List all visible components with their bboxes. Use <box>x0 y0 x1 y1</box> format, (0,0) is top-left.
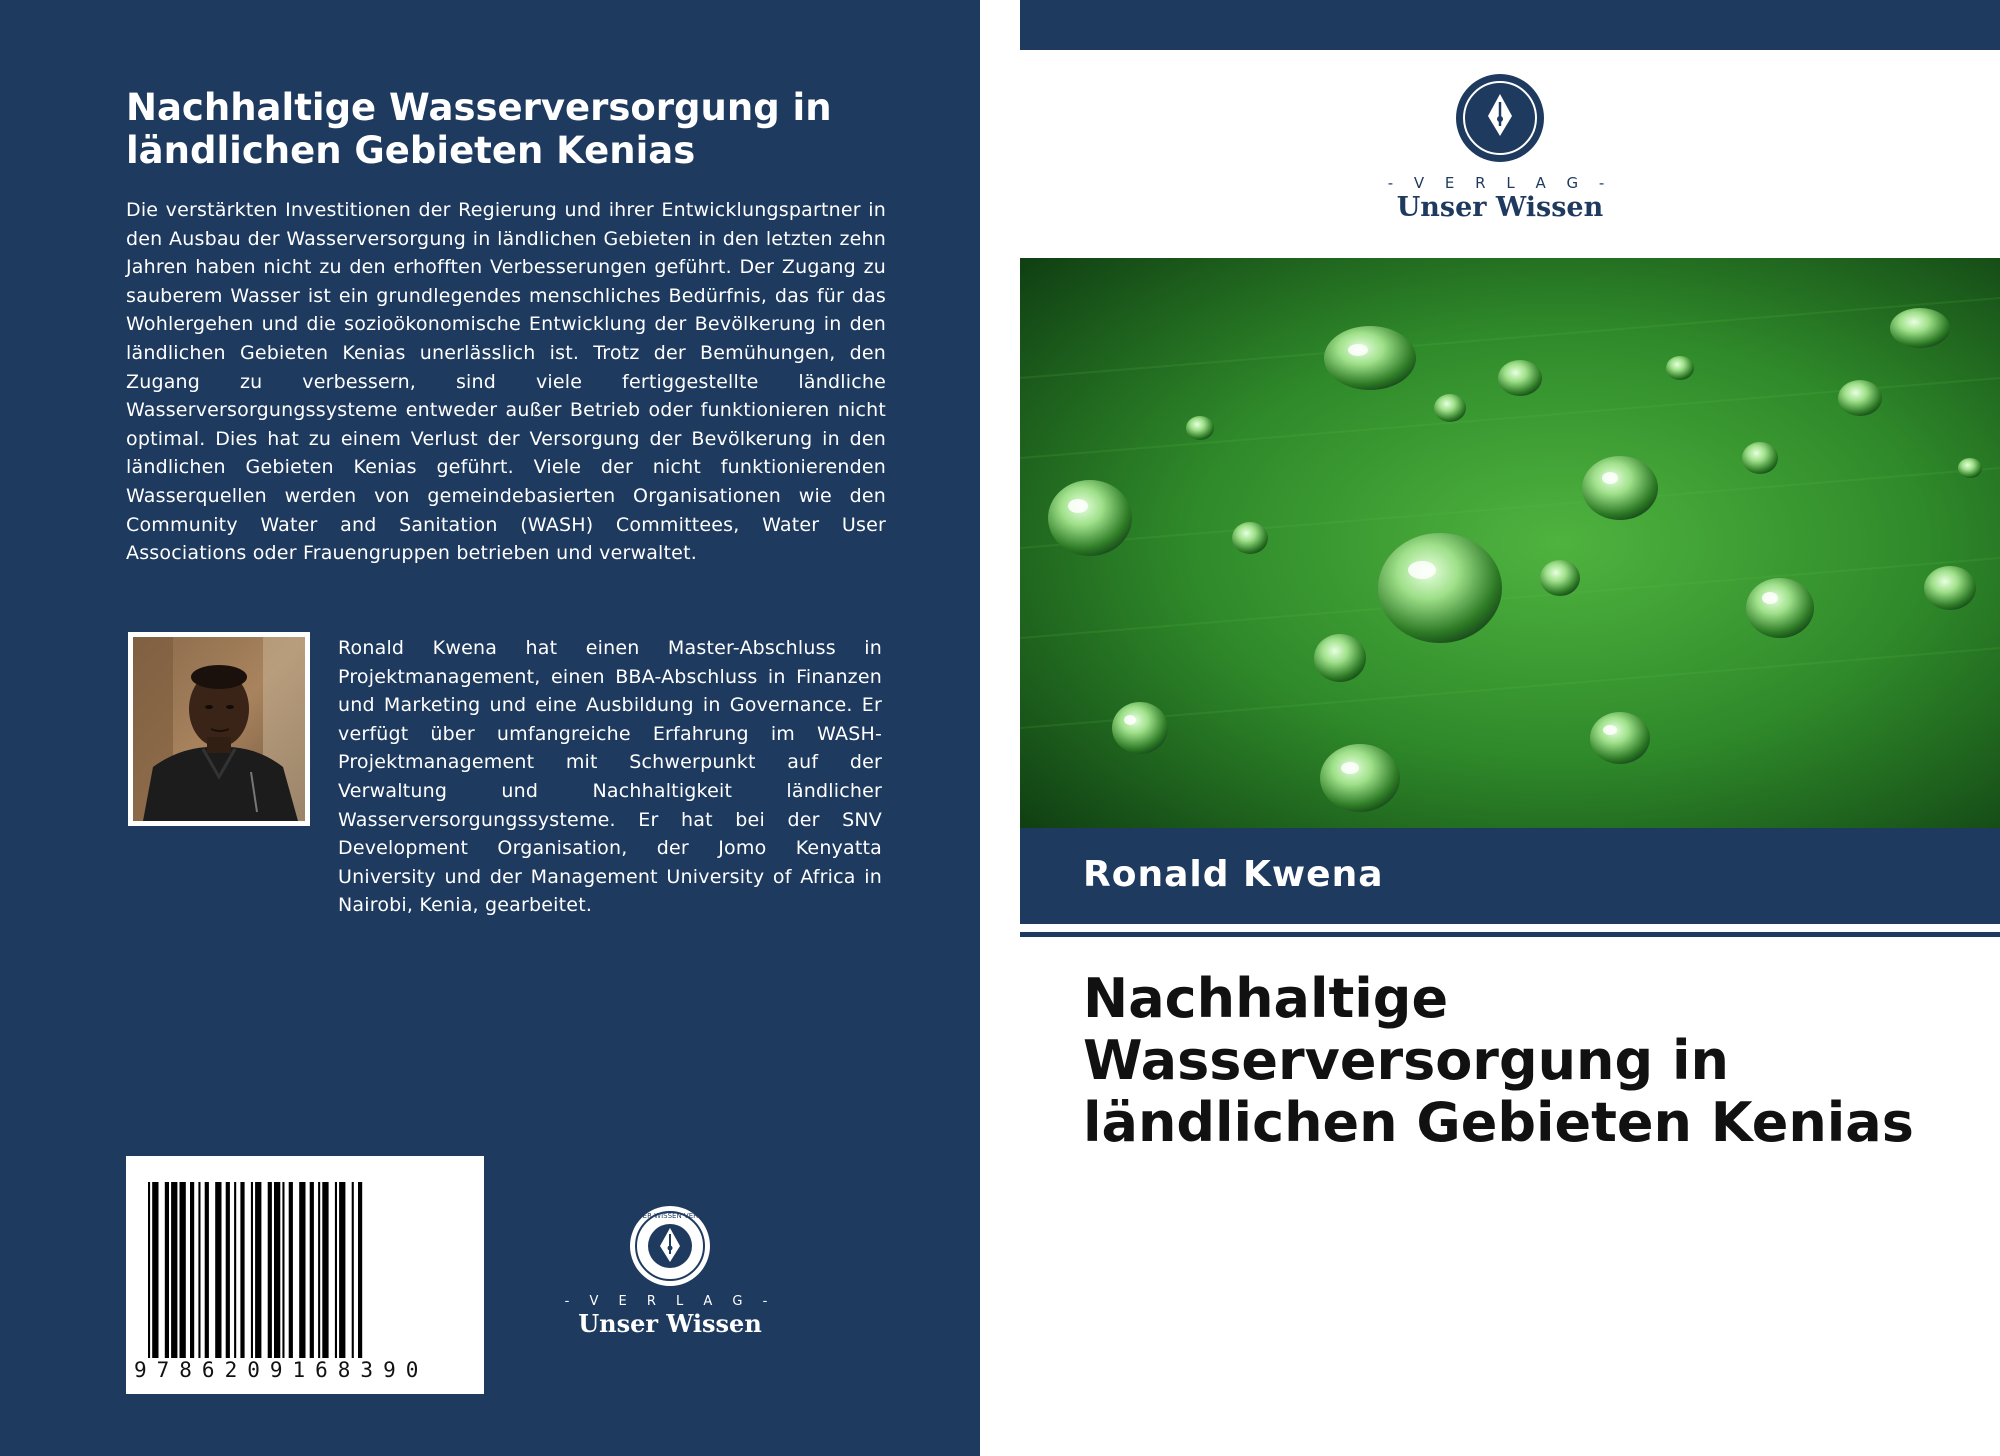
author-bio: Ronald Kwena hat einen Master-Abschluss in Projektmanagement, einen BBA-Abschluss in Finanzen und Marketing und eine Ausbildung in Governance. Er verfügt über umfangreiche Erfahrung im WASH-Projektmanagement mit Schwerpunkt auf der Verwaltung und Nachhaltigkeit ländlicher Wasserversorgungssysteme. Er hat bei der SNV Development Organisation, der Jomo Kenyatta University und der Management University of Africa in Nairobi, Kenia, gearbeitet. <box>338 637 882 917</box>
back-logo-verlag: - V E R L A G - <box>564 1294 776 1309</box>
barcode-bar <box>226 1182 230 1358</box>
author-band <box>1020 828 2000 924</box>
front-author-name: Ronald Kwena <box>1083 854 1384 895</box>
author-portrait-image <box>133 637 305 821</box>
divider-rule <box>1020 932 2000 937</box>
barcode-bar <box>335 1182 337 1358</box>
spine-gap <box>980 0 1020 1456</box>
barcode-bar <box>152 1182 158 1358</box>
barcode-bar <box>274 1182 280 1358</box>
barcode-bar <box>299 1182 305 1358</box>
barcode-bars <box>146 1182 466 1358</box>
cover-photo-water-droplets <box>1020 258 2000 828</box>
barcode-bar <box>352 1182 354 1358</box>
barcode-bar <box>251 1182 253 1358</box>
barcode-bar <box>322 1182 328 1358</box>
back-publisher-logo <box>560 1204 780 1338</box>
barcode-bar <box>165 1182 169 1358</box>
barcode-bar <box>255 1182 261 1358</box>
barcode-bar <box>205 1182 209 1358</box>
barcode-bar <box>240 1182 244 1358</box>
author-photo <box>128 632 310 826</box>
barcode-bar <box>198 1182 200 1358</box>
barcode-bar <box>358 1182 362 1358</box>
barcode-bar <box>268 1182 272 1358</box>
back-logo-name: Unser Wissen <box>578 1309 762 1338</box>
barcode-bar <box>339 1182 345 1358</box>
front-top-band <box>1020 0 2000 50</box>
front-logo-verlag: - V E R L A G - <box>1387 174 1613 192</box>
barcode-bar <box>234 1182 236 1358</box>
barcode-bar <box>215 1182 221 1358</box>
barcode-bar <box>180 1182 186 1358</box>
pen-nib-icon <box>1454 72 1546 164</box>
front-logo-name: Unser Wissen <box>1396 192 1604 223</box>
back-cover-title: Nachhaltige Wasserversorgung in ländlichen Gebieten Kenias <box>126 86 832 172</box>
pen-nib-icon <box>628 1204 712 1288</box>
barcode-bar <box>282 1182 284 1358</box>
barcode-bar <box>190 1182 194 1358</box>
isbn-barcode <box>126 1156 484 1394</box>
logo-ring-text: UNSER WISSEN VERLAG <box>628 1212 712 1220</box>
front-publisher-logo <box>1380 72 1620 222</box>
barcode-bar <box>289 1182 293 1358</box>
back-cover-blurb: Die verstärkten Investitionen der Regierung und ihrer Entwicklungspartner in den Ausbau der Wasserversorgung in ländlichen Gebieten in den letzten zehn Jahren haben nicht zu den erhofften Verbesserungen geführt. Der Zugang zu sauberem Wasser ist ein grundlegendes menschliches Bedürfnis, das für das Wohlergehen und die sozioökonomische Entwicklung der Bevölkerung in den ländlichen Gebieten Kenias unerlässlich ist. Trotz der Bemühungen, den Zugang zu verbessern, sind viele fertiggestellte ländliche Wasserversorgungssysteme entweder außer Betrieb oder funktionieren nicht optimal. Dies hat zu einem Verlust der Versorgung der Bevölkerung in den ländlichen Gebieten Kenias geführt. Viele der nicht funktionierenden Wasserquellen werden von gemeindebasierten Organisationen wie den Community Water and Sanitation (WASH) Committees, Water User Associations oder Frauengruppen betrieben und verwaltet. <box>126 199 886 565</box>
back-cover <box>0 0 980 1456</box>
barcode-bar <box>310 1182 314 1358</box>
isbn-number: 9786209168390 <box>134 1358 429 1382</box>
barcode-bar <box>171 1182 177 1358</box>
front-cover-title: Nachhaltige Wasserversorgung in ländlichen Gebieten Kenias <box>1083 967 1914 1154</box>
barcode-bar <box>148 1182 150 1358</box>
barcode-bar <box>318 1182 320 1358</box>
